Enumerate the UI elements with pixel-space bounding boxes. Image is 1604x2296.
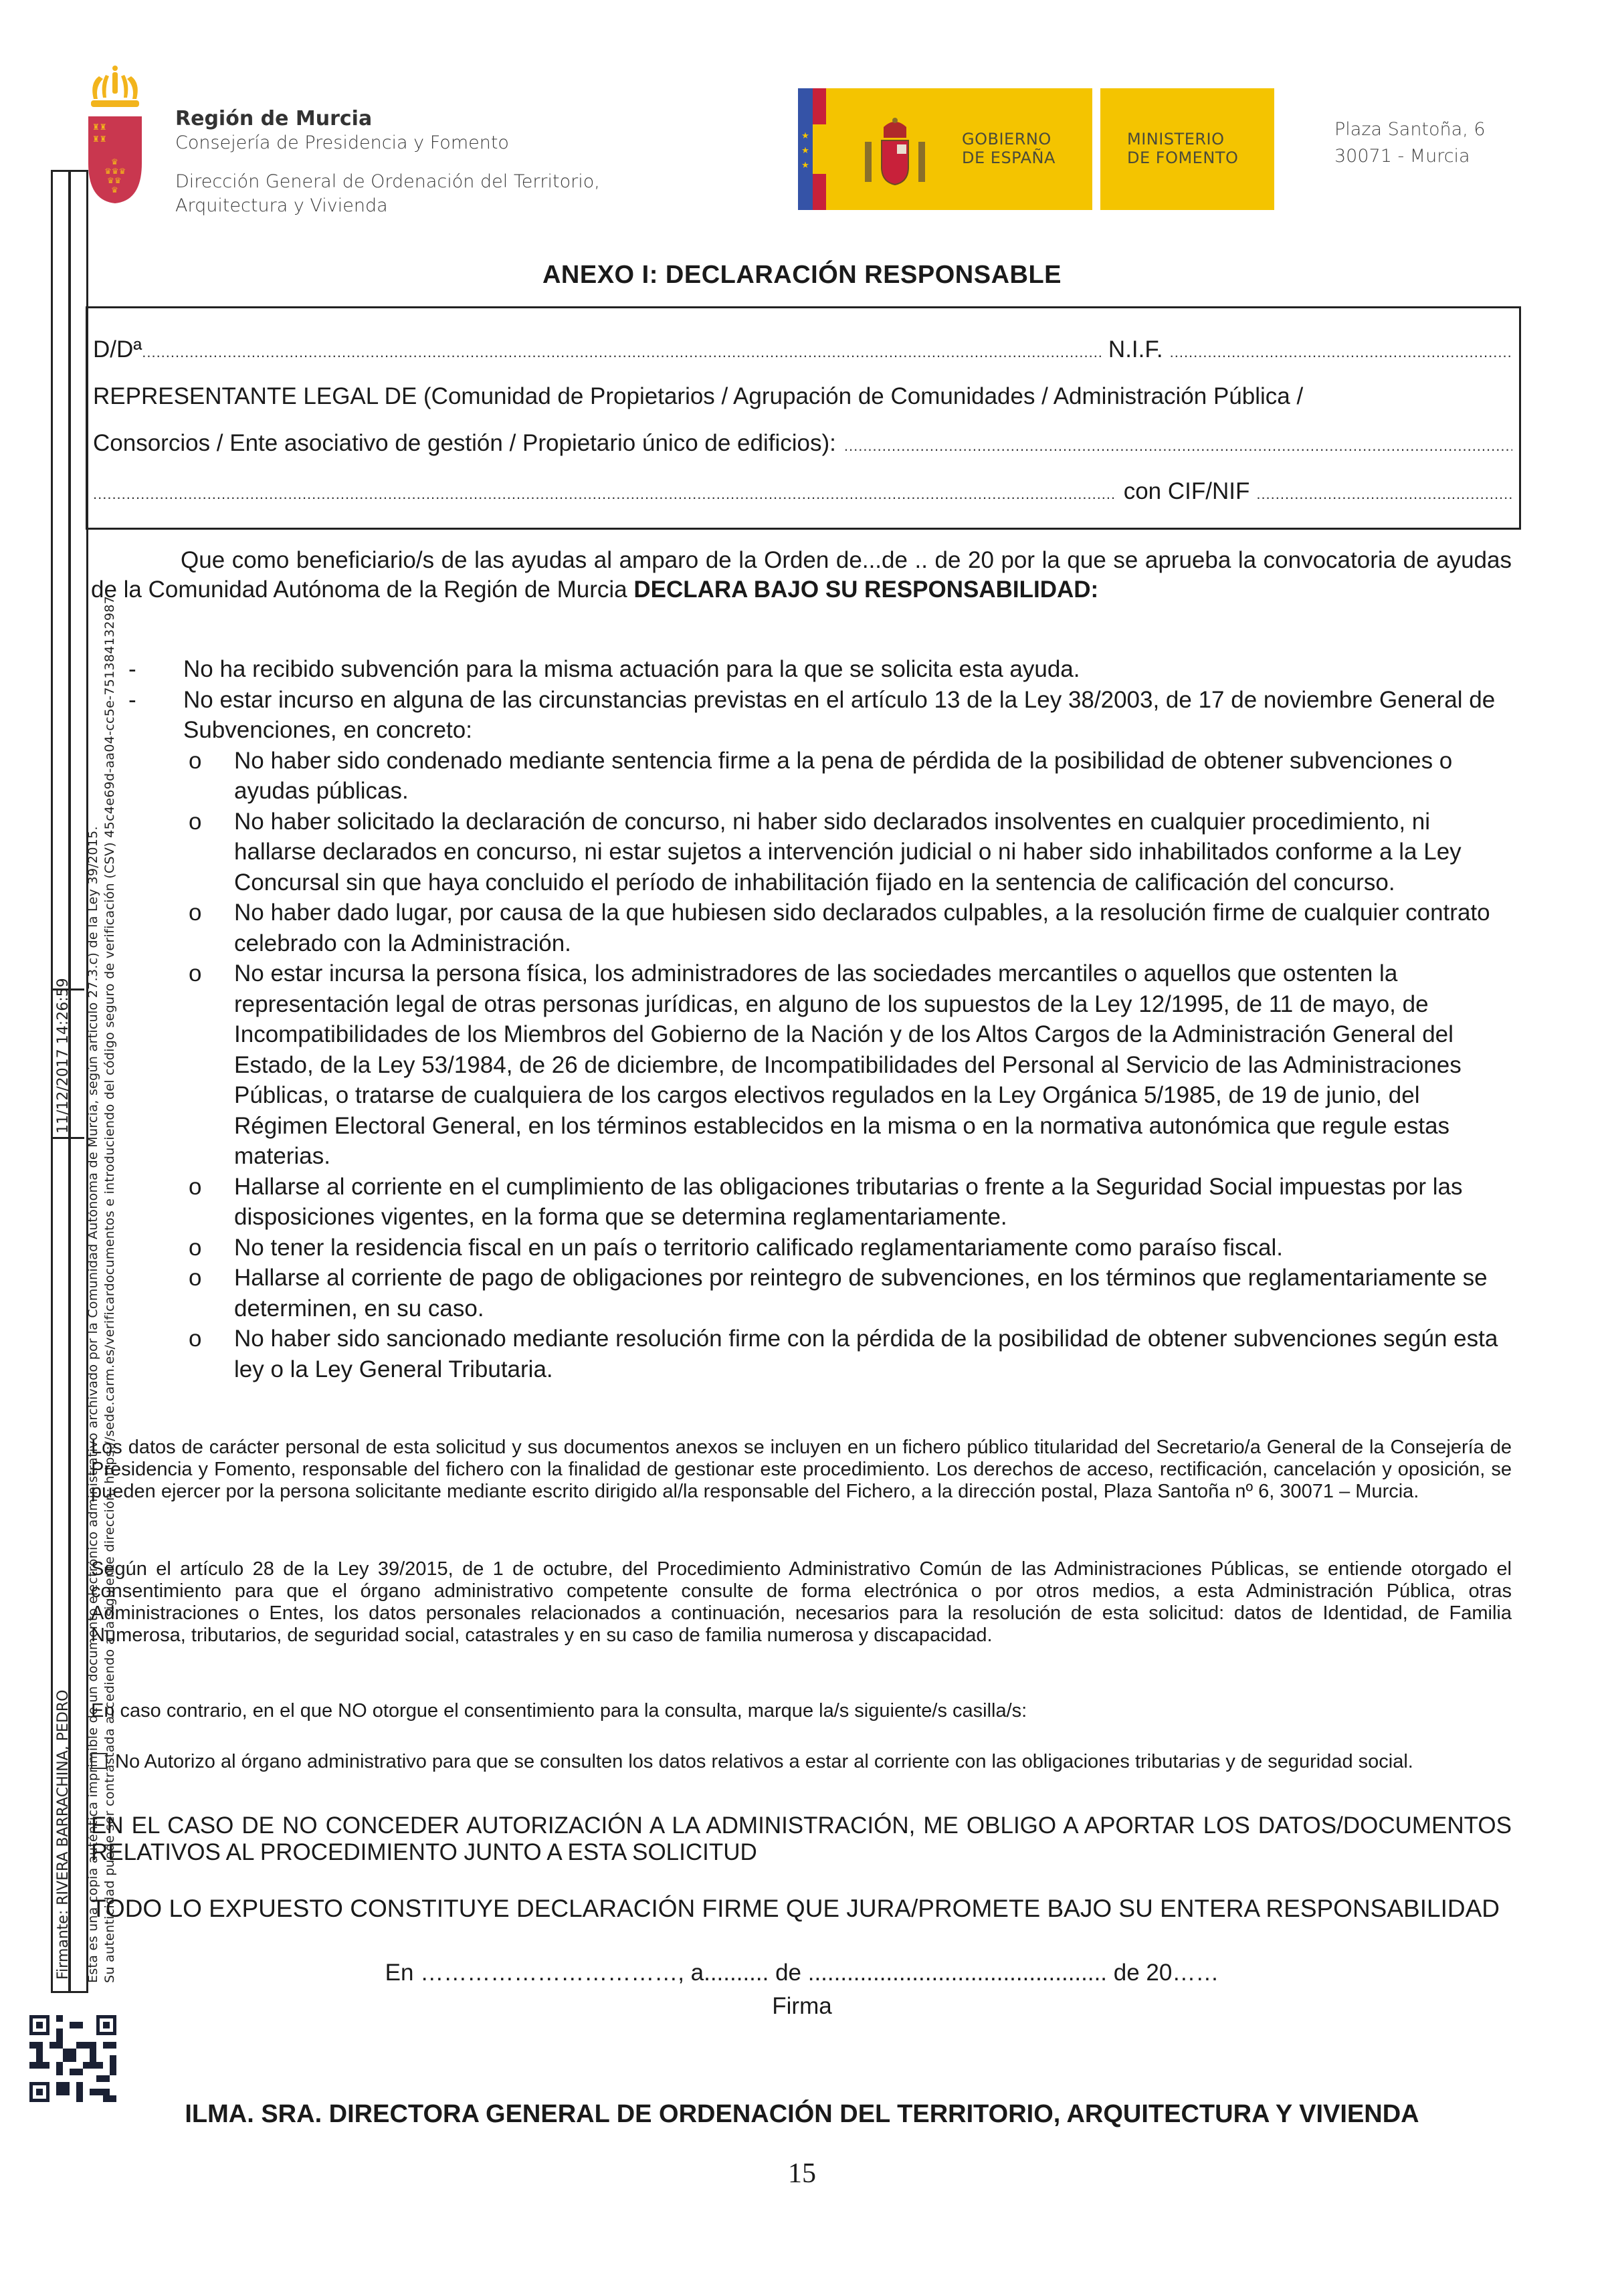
entity-name-field-continued[interactable] [93, 486, 1117, 503]
consent-notice: Según el artículo 28 de la Ley 39/2015, de 1 de octubre, del Procedimiento Administrativo Común de las Administraciones Públicas, se entiende otorgado el consentimiento para que el órgano administrativo competente consulte de forma electrónica o por otros medios, a esta Administración Pública, otras Administraciones o Entes, los datos personales relacionados a continuación, necesarios para la resolución de esta solicitud: datos de Identidad, de Familia Numerosa, tributarios, de seguridad social, catastrales y en su caso de familia numerosa y discapacidad. [91, 1558, 1512, 1646]
representante-label-line2: Consorcios / Ente asociativo de gestión / Propietario único de edificios): [93, 430, 836, 456]
spain-coat-of-arms-icon [858, 115, 932, 189]
qr-code-icon [29, 2015, 116, 2102]
org-consejeria: Consejería de Presidencia y Fomento [175, 132, 509, 153]
sub-declaration-item: o No haber sido condenado mediante sentencia firme a la pena de pérdida de la posibilidad de obtener subvenciones o ayudas públicas. [91, 746, 1512, 807]
applicant-form-box [86, 306, 1521, 530]
svg-text:♜♜: ♜♜ [92, 122, 107, 132]
strip-divider [51, 1137, 84, 1139]
declaration-item: - No estar incurso en alguna de las circunstancias previstas en el artículo 13 de la Ley 38/2003, de 17 de noviembre General de Subvenciones, en concreto: [91, 685, 1512, 746]
sub-declaration-item: o No haber dado lugar, por causa de la que hubiesen sido declarados culpables, a la resolución firme de cualquier contrato celebrado con la Administración. [91, 898, 1512, 958]
cif-field[interactable] [1256, 486, 1512, 503]
region-murcia-crest-logo [86, 64, 144, 205]
circle-bullet-icon: o [189, 960, 202, 986]
circle-bullet-icon: o [189, 900, 202, 926]
cif-row [93, 478, 1512, 505]
ministerio-fomento-logo [1100, 88, 1274, 210]
opt-out-intro: En caso contrario, en el que NO otorgue el consentimiento para la consulta, marque la/s siguiente/s casilla/s: [91, 1700, 1027, 1721]
circle-bullet-icon: o [189, 747, 202, 774]
organization-block [175, 107, 600, 218]
sub-declaration-item: o No estar incursa la persona física, los administradores de las sociedades mercantiles o aquellos que ostenten la representación legal de otras personas jurídicas, en alguno de los supuestos de la Ley 12/1995, de 11 de mayo, de Incompatibilidades de los Miembros del Gobierno de la Nación y de los Altos Cargos de la Administración General del Estado, de la Ley 53/1984, de 26 de diciembre, de Incompatibilidades del Personal al Servicio de las Administraciones Públicas, o tratarse de cualquiera de los cargos electivos regulados en la Ley Orgánica 5/1985, de 19 de junio, del Régimen Electoral General, en los términos establecidos en la misma o en la normativa autonómica que regule estas materias. [91, 958, 1512, 1172]
address-line2: 30071 - Murcia [1334, 146, 1470, 167]
sub-declaration-item: o Hallarse al corriente en el cumplimiento de las obligaciones tributarias o frente a la Seguridad Social impuestas por las disposiciones vigentes, en la forma que se determina reglamentariamente. [91, 1172, 1512, 1233]
dash-bullet-icon: - [128, 686, 136, 713]
dash-bullet-icon: - [128, 656, 136, 682]
gobierno-label: GOBIERNO DE ESPAÑA [962, 130, 1056, 167]
firma-label: Firma [772, 1993, 832, 2019]
eu-stars-icon: ★ ★ ★ [801, 130, 809, 170]
org-direccion-line2: Arquitectura y Vivienda [175, 195, 388, 216]
entity-name-field[interactable] [844, 437, 1512, 455]
nif-label: N.I.F. [1108, 336, 1163, 362]
representante-row [93, 383, 1512, 410]
org-name: Región de Murcia [175, 107, 373, 130]
sub-declaration-item: o No haber solicitado la declaración de concurso, ni haber sido declarados insolventes en cualquier procedimiento, ni hallarse declarados en concurso, ni estar sujetos a intervención judicial o ni haber sido inhabilitados conforme a la Ley Concursal sin que haya concluido el período de inhabilitación fijado en la sentencia de calificación del concurso. [91, 807, 1512, 898]
sub-declaration-item: o Hallarse al corriente de pago de obligaciones por reintegro de subvenciones, en los términos que reglamentariamente se determinen, en su caso. [91, 1263, 1512, 1324]
svg-text:♛: ♛ [111, 157, 118, 167]
signer-name: Firmante: RIVERA BARRACHINA, PEDRO [55, 1689, 72, 1980]
svg-text:♛♛♛: ♛♛♛ [104, 167, 126, 176]
gobierno-espana-logo [798, 88, 1092, 210]
address-block [1334, 116, 1486, 170]
intro-text: Que como beneficiario/s de las ayudas al amparo de la Orden de...de .. de 20 por la que se aprueba la convocatoria de ayudas de la Comunidad Autónoma de la Región de Murcia [91, 547, 1512, 603]
cif-label: con CIF/NIF [1123, 478, 1250, 504]
circle-bullet-icon: o [189, 808, 202, 835]
circle-bullet-icon: o [189, 1173, 202, 1200]
sub-declaration-item: o No tener la residencia fiscal en un país o territorio calificado reglamentariamente como paraíso fiscal. [91, 1233, 1512, 1263]
declaration-item: - No ha recibido subvención para la misma actuación para la que se solicita esta ayuda. [91, 654, 1512, 685]
nif-field[interactable] [1170, 344, 1512, 361]
csv-verification-notice: Su autenticidad puede ser contrastada accediendo a la siguiente dirección: https://sede.carm.es/verificardocumentos e introduciendo del código seguro de verificación (CSV) 45c4e69d-aa04-cc5e-751384132987 [102, 596, 117, 1983]
sub-declaration-item: o No haber sido sancionado mediante resolución firme con la pérdida de la posibilidad de obtener subvenciones según esta ley o la Ley General Tributaria. [91, 1324, 1512, 1384]
representante-label-line1: REPRESENTANTE LEGAL DE (Comunidad de Propietarios / Agrupación de Comunidades / Administración Pública / [93, 383, 1304, 409]
obligation-notice: EN EL CASO DE NO CONCEDER AUTORIZACIÓN A LA ADMINISTRACIÓN, ME OBLIGO A APORTAR LOS DATOS/DOCUMENTOS RELATIVOS AL PROCEDIMIENTO JUNTO A ESTA SOLICITUD [91, 1812, 1512, 1865]
place-date-line[interactable]: En ……………………………, a.......... de .............................................. de 20…… [385, 1960, 1219, 1986]
authentic-copy-notice: Esta es una copia auténtica imprimible de un documento electrónico administrativo archivado por la Comunidad Autónoma de Murcia, según artículo 27.3.c) de la Ley 39/2015. [86, 826, 100, 1983]
addressee: ILMA. SRA. DIRECTORA GENERAL DE ORDENACIÓN DEL TERRITORIO, ARQUITECTURA Y VIVIENDA [185, 2100, 1419, 2128]
signature-date: 11/12/2017 14:26:59 [55, 978, 72, 1134]
document-title: ANEXO I: DECLARACIÓN RESPONSABLE [542, 261, 1062, 289]
applicant-name-field[interactable] [142, 344, 1102, 361]
circle-bullet-icon: o [189, 1234, 202, 1261]
svg-text:♛: ♛ [111, 185, 118, 195]
intro-paragraph [91, 546, 1512, 605]
intro-declaration-bold: DECLARA BAJO SU RESPONSABILIDAD: [633, 577, 1099, 603]
applicant-name-row [93, 336, 1512, 363]
no-autorizo-label: No Autorizo al órgano administrativo para que se consulten los datos relativos a estar al corriente con las obligaciones tributarias y de seguridad social. [115, 1751, 1413, 1772]
representante-entity-row [93, 430, 1512, 457]
ministerio-label: MINISTERIO DE FOMENTO [1127, 130, 1239, 167]
no-autorizo-checkbox[interactable] [91, 1753, 107, 1769]
dd-label: D/Dª [93, 336, 142, 362]
privacy-notice: Los datos de carácter personal de esta solicitud y sus documentos anexos se incluyen en un fichero público titularidad del Secretario/a General de la Consejería de Presidencia y Fomento, responsable del fichero con la finalidad de gestionar este procedimiento. Los derechos de acceso, rectificación, cancelación y oposición, se pueden ejercer por la persona solicitante mediante escrito dirigido al/la responsable del Fichero, a la dirección postal, Plaza Santoña nº 6, 30071 – Murcia. [91, 1437, 1512, 1502]
page-number: 15 [788, 2158, 816, 2189]
address-line1: Plaza Santoña, 6 [1334, 119, 1486, 140]
circle-bullet-icon: o [189, 1326, 202, 1352]
crown-icon [91, 66, 139, 107]
org-direccion-line1: Dirección General de Ordenación del Territorio, [175, 171, 600, 192]
final-declaration: TODO LO EXPUESTO CONSTITUYE DECLARACIÓN FIRME QUE JURA/PROMETE BAJO SU ENTERA RESPONSABILIDAD [91, 1895, 1500, 1922]
opt-out-row [91, 1751, 1512, 1773]
svg-text:♛♛: ♛♛ [107, 176, 122, 185]
svg-text:♜♜: ♜♜ [92, 134, 107, 144]
circle-bullet-icon: o [189, 1265, 202, 1291]
declaration-list [91, 654, 1512, 1384]
